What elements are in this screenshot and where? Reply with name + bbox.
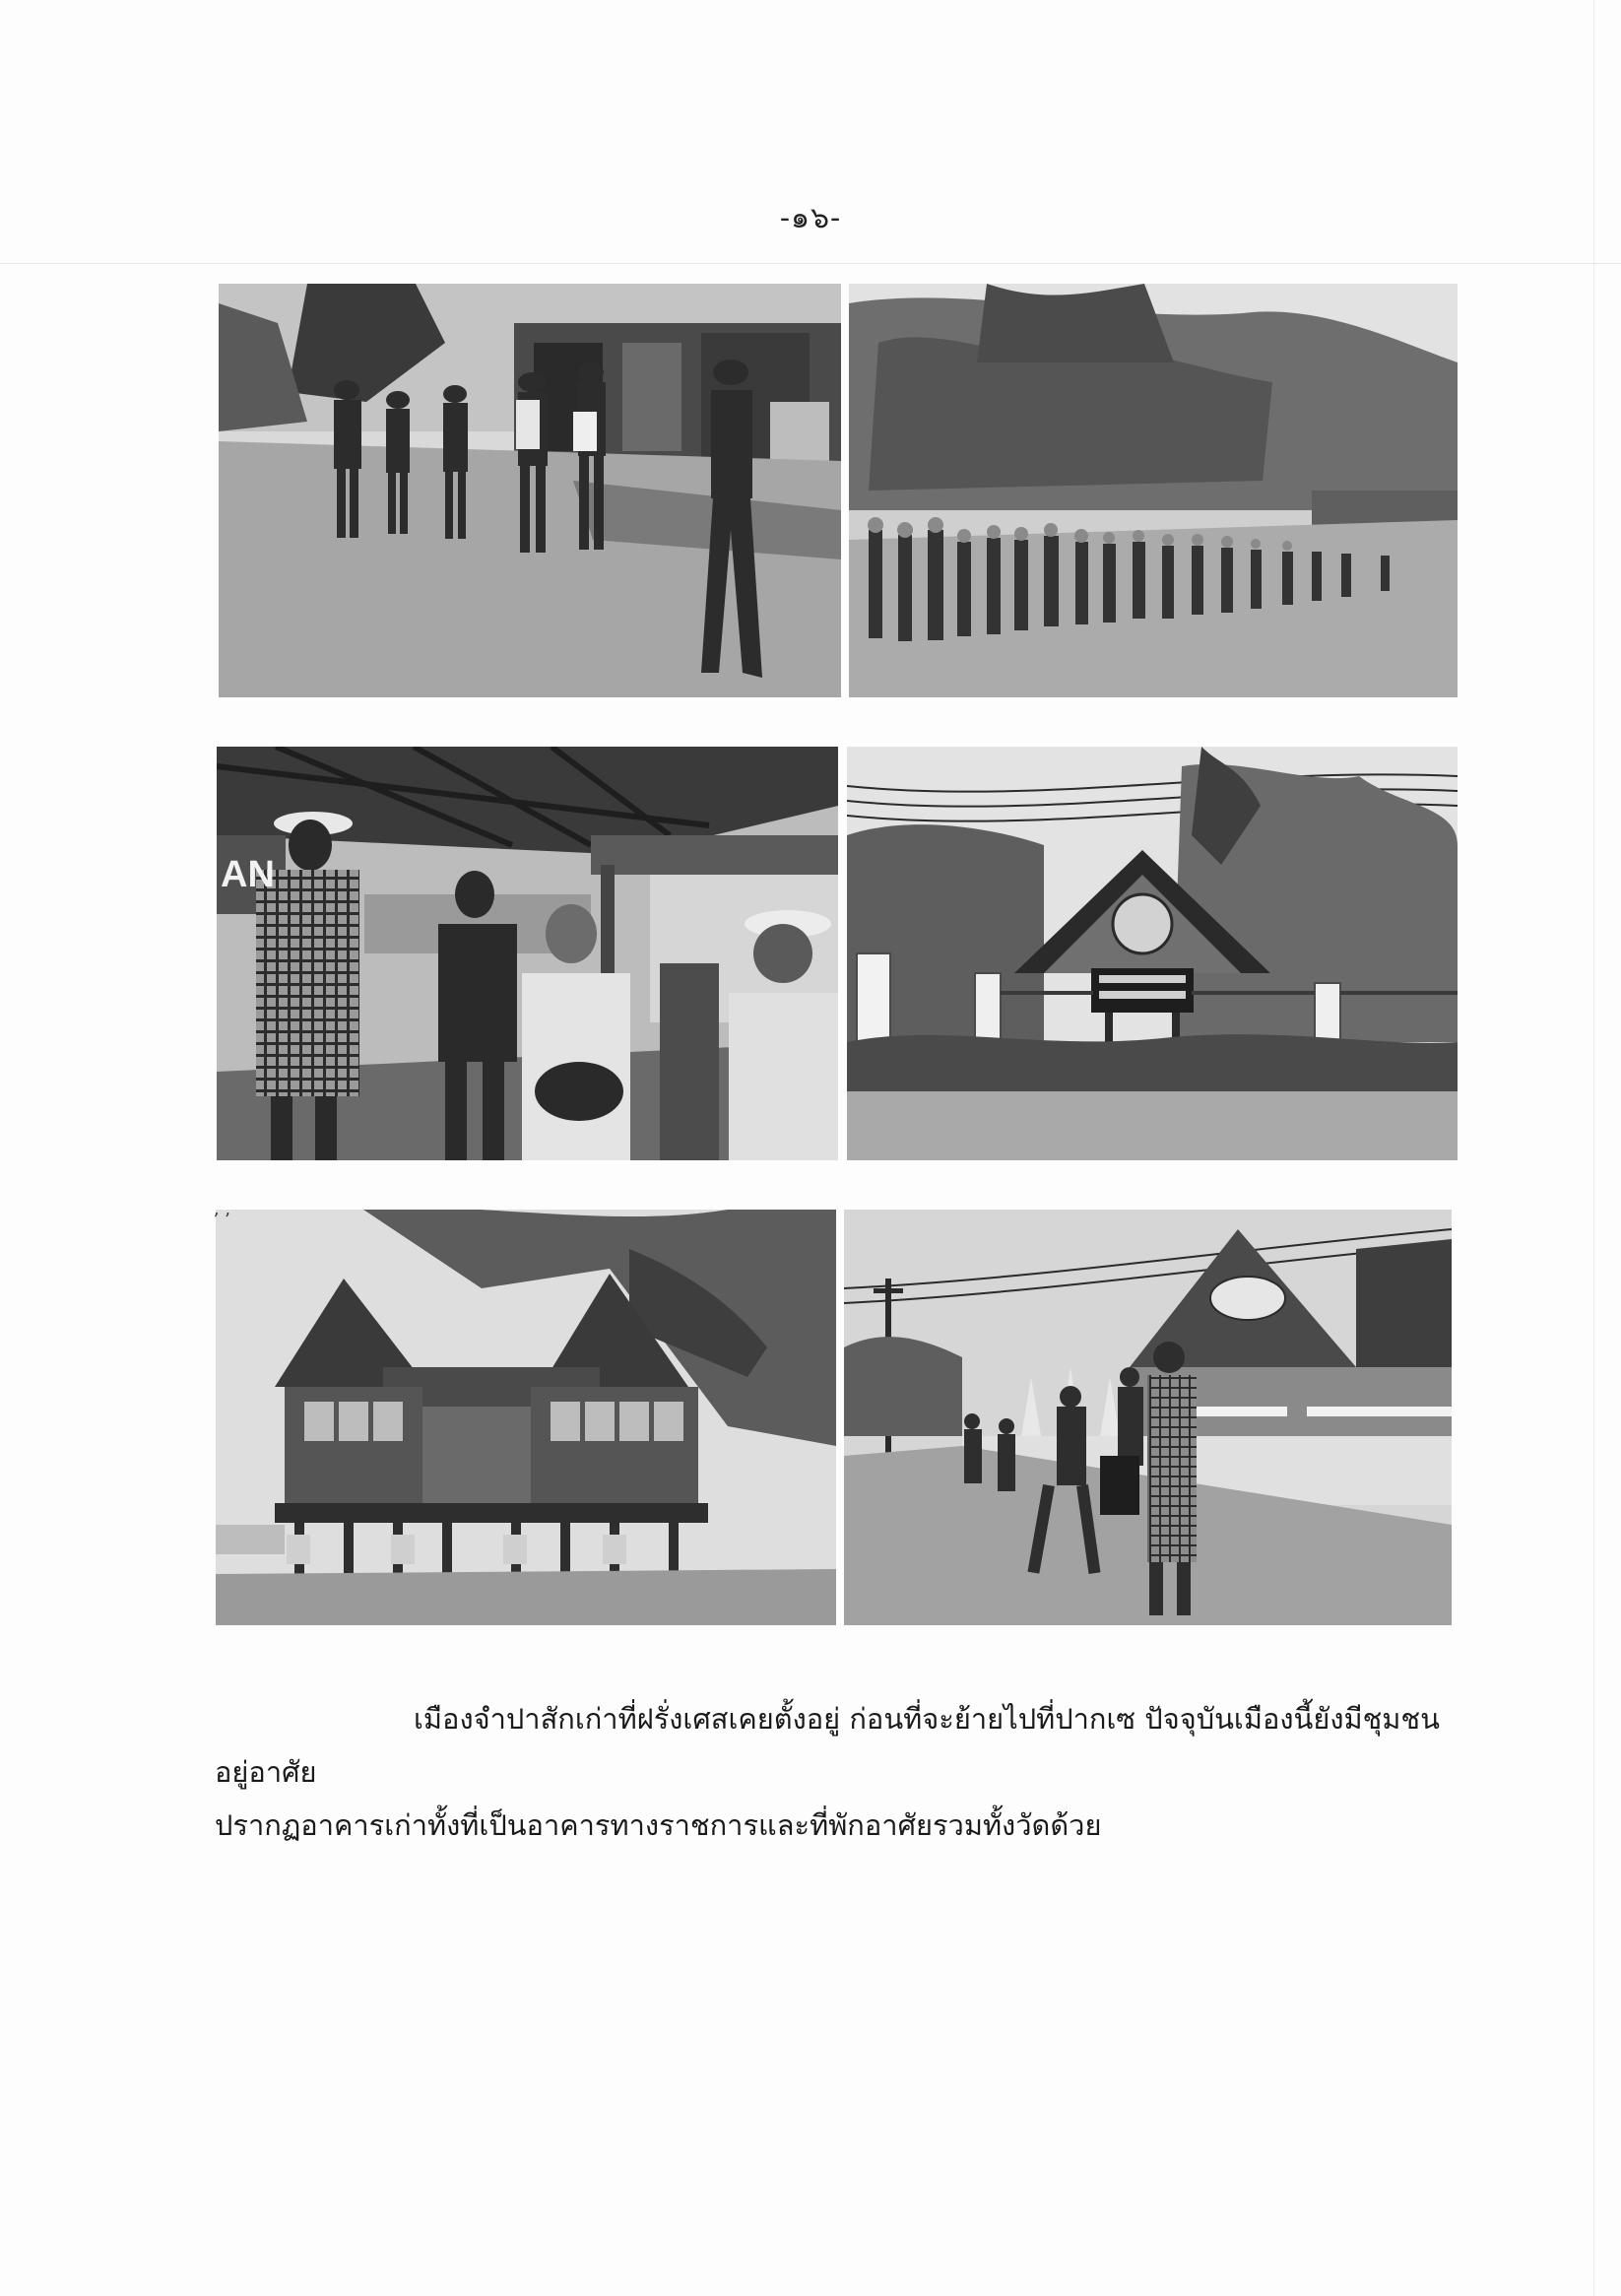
scan-stray-mark: ʼ ʼ <box>213 1210 230 1230</box>
shelter-sign-text: AN <box>221 854 275 895</box>
photo-group-under-shelter-image <box>217 747 838 1160</box>
photo-temple-walkway <box>844 1210 1452 1625</box>
caption-line-2: ปรากฏอาคารเก่าทั้งที่เป็นอาคารทางราชการและที่พักอาศัยรวมทั้งวัดด้วย <box>215 1808 1102 1842</box>
photo-group-under-trees <box>849 284 1458 697</box>
photo-temple-gate-sign-image <box>847 747 1458 1160</box>
photo-group-walking-street-image <box>219 284 841 697</box>
photo-group-under-shelter <box>217 747 838 1160</box>
photo-old-wooden-house <box>216 1210 836 1625</box>
page-number: -๑๖- <box>779 201 842 235</box>
caption-paragraph <box>215 1692 1465 1852</box>
photo-group-walking-street <box>219 284 841 697</box>
scan-artifact-edge <box>1593 0 1594 2296</box>
photo-temple-walkway-image <box>844 1210 1452 1625</box>
photo-old-wooden-house-image <box>216 1210 836 1625</box>
caption-line-1: เมืองจำปาสักเก่าที่ฝรั่งเศสเคยตั้งอยู่ ก่อนที่จะย้ายไปที่ปากเซ ปัจจุบันเมืองนี้ยังมีชุมชนอยู่อาศัย <box>215 1702 1440 1789</box>
scan-artifact-line <box>0 263 1621 264</box>
photo-group-under-trees-image <box>849 284 1458 697</box>
photo-temple-gate-sign <box>847 747 1458 1160</box>
